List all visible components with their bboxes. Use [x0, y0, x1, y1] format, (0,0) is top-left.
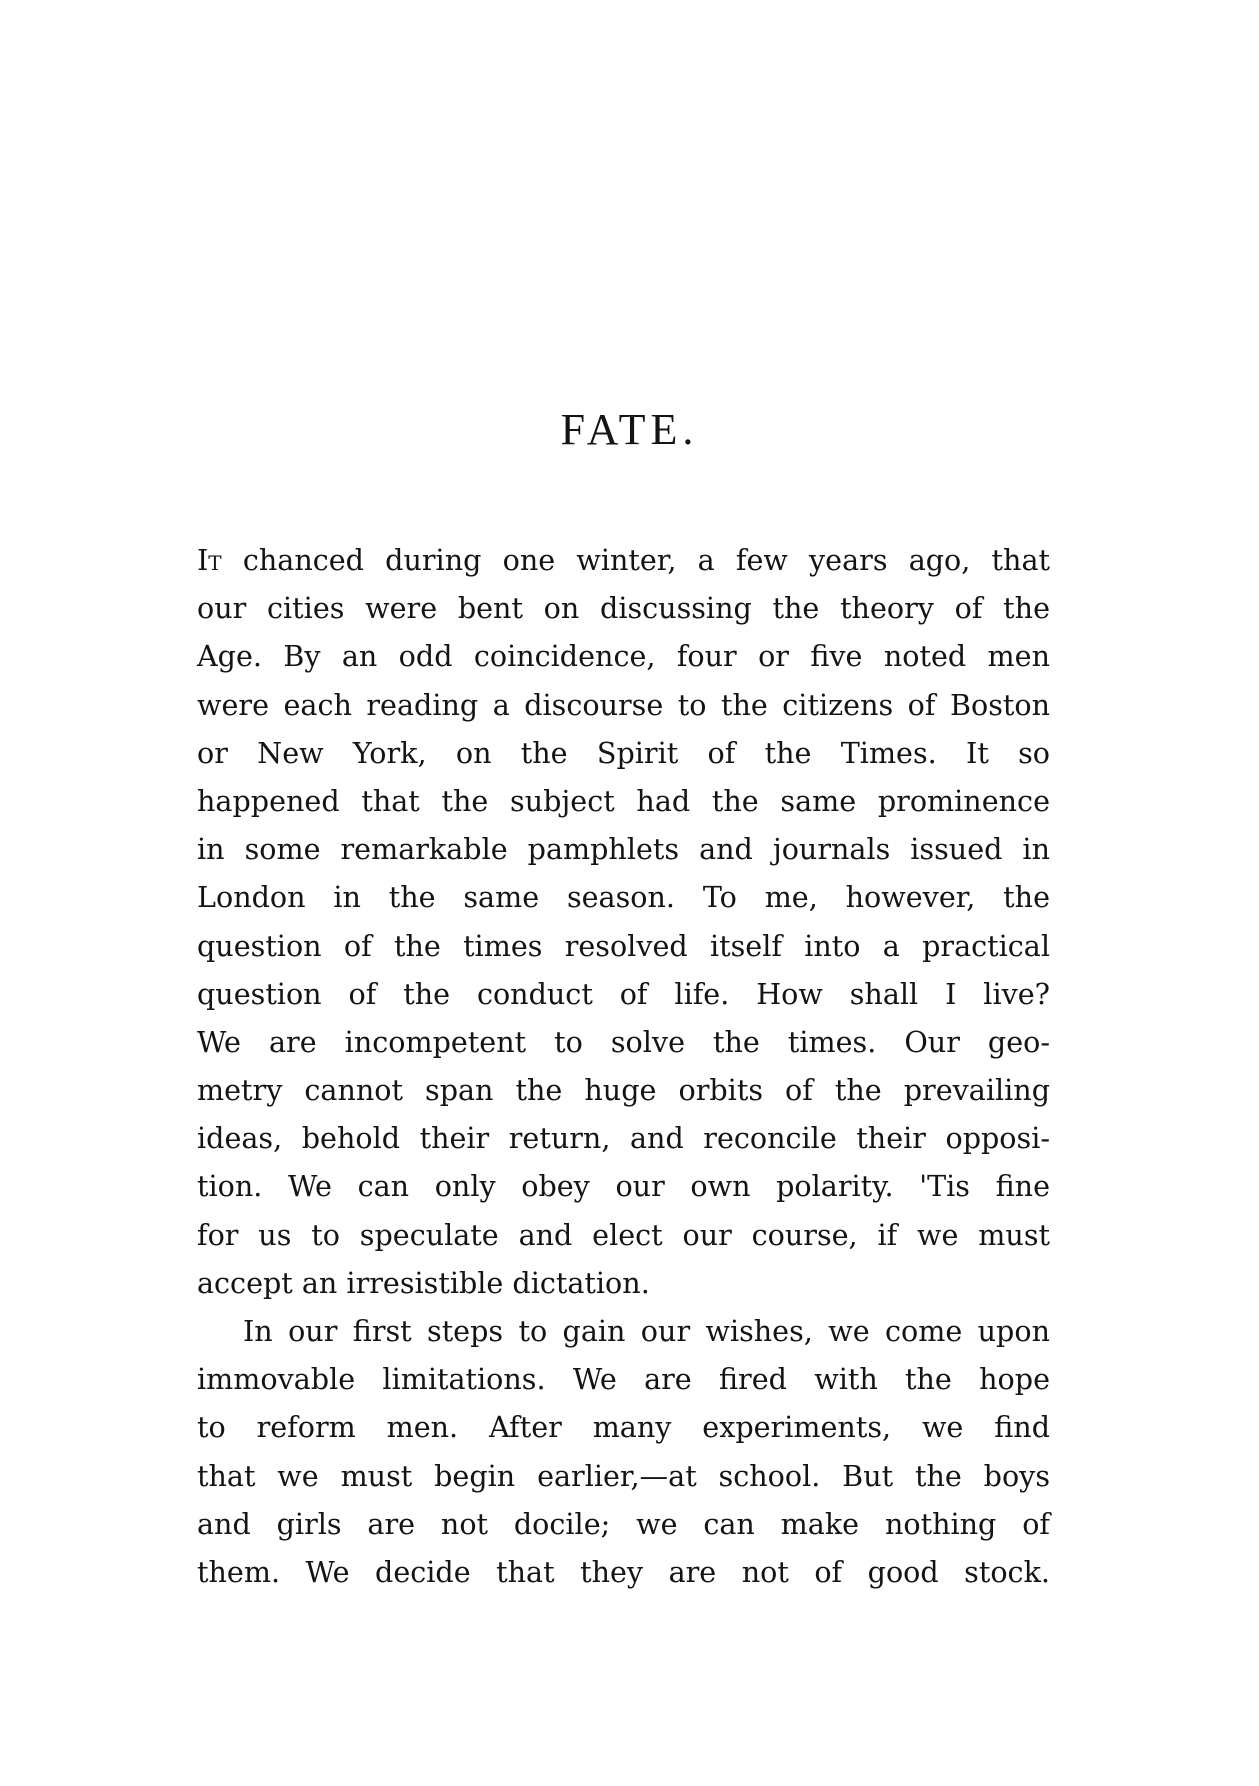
text-line: We are incompetent to solve the times. Our geo-	[197, 1024, 1050, 1059]
text-line: In our first steps to gain our wishes, we come upon	[243, 1314, 1050, 1348]
text-line: ideas, behold their return, and reconcile their opposi-	[197, 1121, 1050, 1156]
text-line: question of the times resolved itself into a practical	[197, 928, 1050, 963]
text-line: were each reading a discourse to the citizens of Boston	[197, 687, 1050, 722]
chapter-title: FATE.	[560, 405, 699, 454]
text-line: that we must begin earlier,—at school. But the boys	[197, 1458, 1050, 1493]
drop-lead-word: It	[197, 543, 222, 577]
text-line: our cities were bent on discussing the theory of the	[197, 591, 1050, 626]
text-line: It chanced during one winter, a few years ago, that	[197, 543, 1050, 577]
text-line: immovable limitations. We are fired with the hope	[197, 1362, 1050, 1397]
text-line: London in the same season. To me, however, the	[197, 880, 1050, 915]
text-line: in some remarkable pamphlets and journals issued in	[197, 832, 1050, 867]
text-line: accept an irresistible dictation.	[197, 1265, 650, 1300]
text-line: or New York, on the Spirit of the Times. It so	[197, 735, 1050, 770]
text-line: Age. By an odd coincidence, four or five noted men	[197, 639, 1050, 674]
text-line: happened that the subject had the same prominence	[197, 783, 1050, 818]
chapter-body	[197, 536, 1050, 1596]
text-line: them. We decide that they are not of good stock.	[197, 1554, 1050, 1589]
text-line: tion. We can only obey our own polarity. 'Tis fine	[197, 1169, 1050, 1204]
paragraph-2	[197, 1307, 1050, 1596]
text-line: for us to speculate and elect our course, if we must	[197, 1217, 1050, 1252]
text-line: and girls are not docile; we can make nothing of	[197, 1506, 1050, 1541]
text-line: question of the conduct of life. How shall I live?	[197, 976, 1050, 1011]
text-line: to reform men. After many experiments, we find	[197, 1410, 1050, 1445]
text-line: metry cannot span the huge orbits of the prevailing	[197, 1073, 1050, 1108]
paragraph-1	[197, 536, 1050, 1307]
